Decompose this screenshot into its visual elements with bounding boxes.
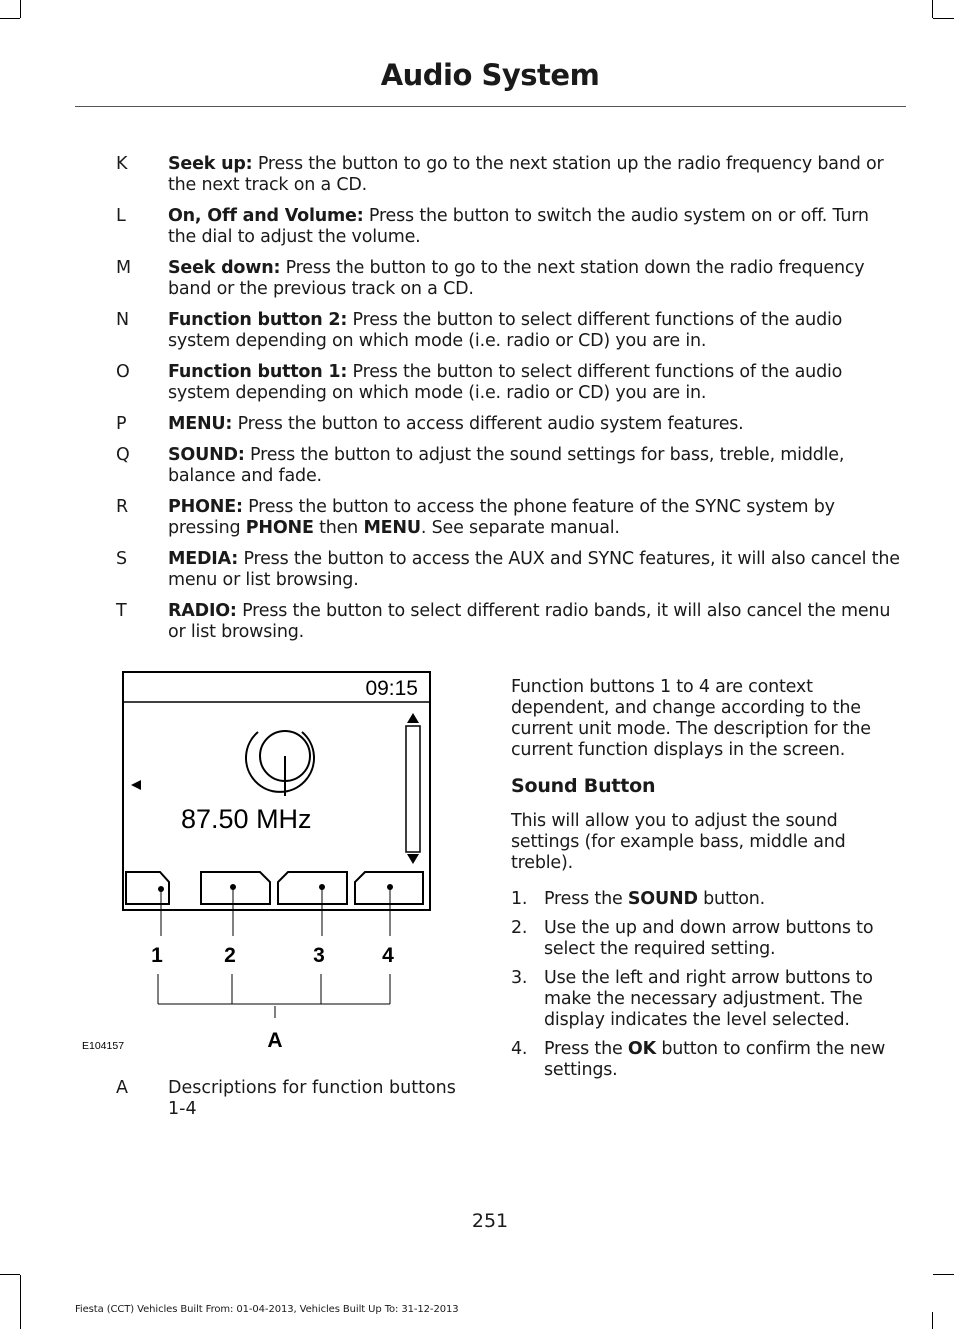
definition-row: [110, 362, 902, 404]
definition-body: Press the button to select different functions of the audio system depending on which mode (i.e. radio or CD) you are in.: [168, 310, 843, 351]
page-number: 251: [471, 1210, 509, 1232]
definition-body-end: . See separate manual.: [420, 518, 620, 538]
definition-term: Function button 2:: [168, 310, 348, 330]
figure-caption: [110, 1078, 470, 1120]
definition-row: [110, 310, 902, 352]
crop-mark: [20, 1275, 21, 1329]
definition-key: O: [116, 362, 130, 382]
definition-term: SOUND:: [168, 445, 245, 465]
definition-key: R: [116, 497, 128, 517]
frequency-readout: 87.50 MHz: [181, 804, 312, 834]
page-title: Audio System: [380, 58, 600, 92]
crop-mark: [932, 1312, 933, 1329]
step-number: 1.: [511, 889, 528, 909]
audio-display-illustration: [80, 668, 460, 1060]
definition-text: [168, 549, 902, 591]
definition-body: Press the button to go to the next station down the radio frequency band or the previous track on a CD.: [168, 258, 865, 299]
definition-term: Function button 1:: [168, 362, 348, 382]
audio-display-figure: [80, 668, 460, 1060]
list-item: [511, 889, 906, 910]
definition-key: Q: [116, 445, 130, 465]
definition-term: Seek up:: [168, 154, 253, 174]
list-item: [511, 918, 906, 960]
definition-key: P: [116, 414, 127, 434]
definition-key: L: [116, 206, 126, 226]
footer-text: Fiesta (CCT) Vehicles Built From: 01-04-2013, Vehicles Built Up To: 31-12-2013: [75, 1304, 459, 1315]
definition-text: [168, 362, 902, 404]
definition-text: [168, 601, 902, 643]
definition-text: [168, 414, 902, 435]
crop-mark: [933, 1274, 954, 1275]
step-text: [544, 968, 906, 1031]
section-paragraph: This will allow you to adjust the sound settings (for example bass, middle and treble).: [511, 811, 846, 873]
definition-body: Press the button to adjust the sound settings for bass, treble, middle, balance and fade.: [168, 445, 845, 486]
definition-text: [168, 310, 902, 352]
definition-key: K: [116, 154, 128, 174]
definition-list: [110, 154, 902, 653]
step-text-pre: Press the: [544, 889, 628, 909]
definition-body: Press the button to access different audio system features.: [232, 414, 744, 434]
definition-row: [110, 549, 902, 591]
definition-key: M: [116, 258, 131, 278]
button-number-2: 2: [224, 944, 236, 967]
definition-row: [110, 258, 902, 300]
definition-term: RADIO:: [168, 601, 237, 621]
right-column: [511, 677, 906, 1089]
step-number: 4.: [511, 1039, 528, 1059]
group-bracket: [158, 974, 390, 1018]
clock-readout: 09:15: [365, 677, 418, 700]
step-text-post: button.: [697, 889, 766, 909]
button-number-4: 4: [382, 944, 394, 967]
caption-key: A: [116, 1078, 128, 1098]
definition-text: [168, 258, 902, 300]
definition-row: [110, 445, 902, 487]
definition-term: On, Off and Volume:: [168, 206, 364, 226]
definition-term: Seek down:: [168, 258, 281, 278]
crop-mark: [0, 1274, 20, 1275]
definition-row: [110, 497, 902, 539]
step-text: [544, 889, 765, 910]
crop-mark: [933, 18, 954, 19]
list-item: [511, 1039, 906, 1081]
definition-body: Press the button to access the phone feature of the SYNC system by pressing: [168, 497, 835, 538]
definition-row: [110, 414, 902, 435]
step-text-pre: Press the: [544, 1039, 628, 1059]
list-item: [511, 968, 906, 1031]
steps-list: [511, 889, 906, 1081]
definition-body: Press the button to go to the next station up the radio frequency band or the next track on a CD.: [168, 154, 884, 195]
definition-row: [110, 601, 902, 643]
button-number-1: 1: [151, 944, 163, 967]
step-text: [544, 918, 906, 960]
definition-body: Press the button to access the AUX and SYNC features, it will also cancel the menu or list browsing.: [168, 549, 900, 590]
definition-body: Press the button to switch the audio system on or off. Turn the dial to adjust the volume.: [168, 206, 869, 247]
step-number: 3.: [511, 968, 528, 988]
intro-paragraph: Function buttons 1 to 4 are context dependent, and change according to the current unit mode. The description for the current function displays in the screen.: [511, 677, 871, 760]
step-text-post: button to confirm the new settings.: [544, 1039, 886, 1080]
step-text: [544, 1039, 906, 1081]
definition-term: PHONE:: [168, 497, 243, 517]
header-divider: [75, 106, 906, 107]
definition-text: [168, 206, 902, 248]
scroll-track: [406, 726, 420, 852]
definition-bold-menu: MENU: [363, 518, 421, 538]
image-id: E104157: [82, 1040, 125, 1052]
definition-key: N: [116, 310, 129, 330]
step-text-pre: Use the left and right arrow buttons to make the necessary adjustment. The display indicates the level selected.: [544, 968, 873, 1030]
crop-mark: [932, 0, 933, 18]
group-label: A: [267, 1029, 283, 1052]
definition-key: S: [116, 549, 127, 569]
definition-text: [168, 497, 902, 539]
step-text-bold: OK: [627, 1039, 656, 1059]
button-number-3: 3: [313, 944, 325, 967]
definition-bold-phone: PHONE: [245, 518, 314, 538]
definition-text: [168, 445, 902, 487]
section-heading: Sound Button: [511, 775, 656, 797]
step-text-pre: Use the up and down arrow buttons to select the required setting.: [544, 918, 874, 959]
definition-row: [110, 154, 902, 196]
definition-body-mid: then: [313, 518, 364, 538]
definition-term: MENU:: [168, 414, 233, 434]
definition-text: [168, 154, 902, 196]
step-text-bold: SOUND: [627, 889, 698, 909]
definition-key: T: [116, 601, 127, 621]
definition-row: [110, 206, 902, 248]
caption-text: Descriptions for function buttons 1-4: [168, 1078, 456, 1119]
crop-mark: [0, 18, 20, 19]
function-button-3-outline: [278, 872, 347, 904]
definition-body: Press the button to select different functions of the audio system depending on which mode (i.e. radio or CD) you are in.: [168, 362, 843, 403]
crop-mark: [20, 0, 21, 18]
definition-term: MEDIA:: [168, 549, 239, 569]
step-number: 2.: [511, 918, 528, 938]
definition-body: Press the button to select different radio bands, it will also cancel the menu or list browsing.: [168, 601, 891, 642]
